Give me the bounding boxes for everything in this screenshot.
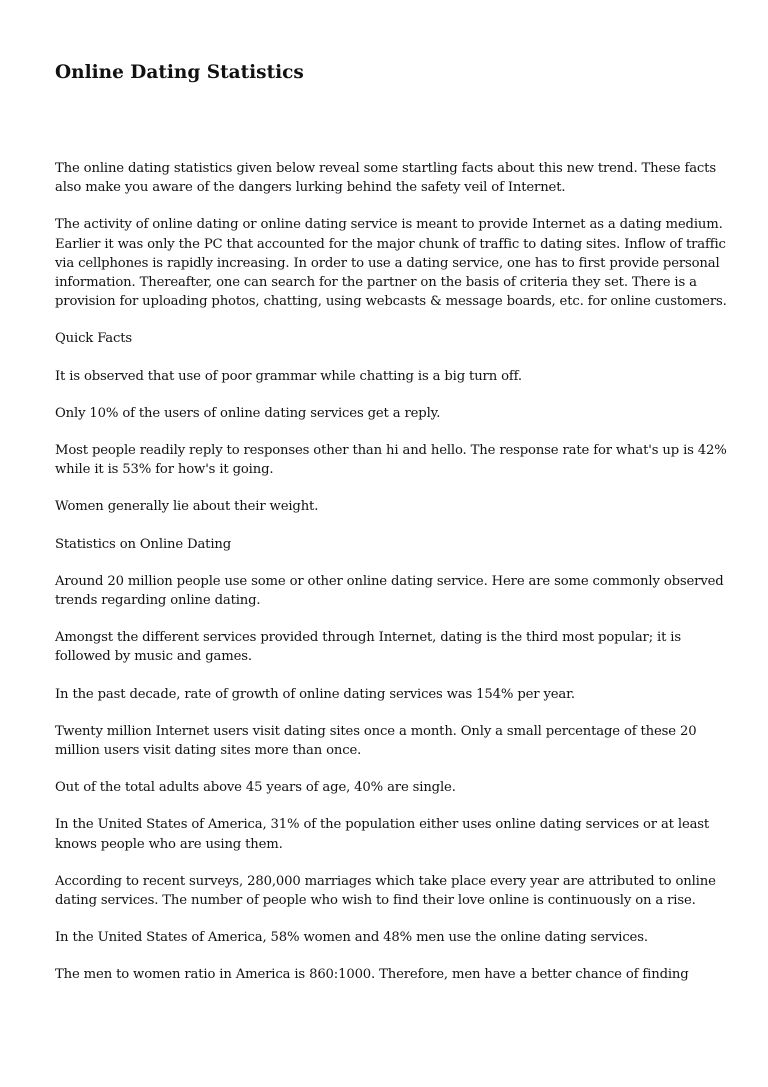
paragraph-monthly-visits: Twenty million Internet users visit dating sites once a month. Only a small percentage of these 20 million users visit dating sites more than once. bbox=[55, 723, 697, 759]
paragraph-popularity: Amongst the different services provided through Internet, dating is the third most popular; it is followed by music and games. bbox=[55, 630, 681, 665]
paragraph-single-adults: Out of the total adults above 45 years of age, 40% are single. bbox=[55, 780, 456, 796]
paragraph-marriages: According to recent surveys, 280,000 marriages which take place every year are attributed to online dating services. The number of people who wish to find their love online is continuously on a rise. bbox=[55, 873, 716, 909]
paragraph-weight: Women generally lie about their weight. bbox=[55, 499, 319, 515]
paragraph-activity: The activity of online dating or online dating service is meant to provide Internet as a dating medium. Earlier it was only the PC that accounted for the major chunk of traffic to dating sites. Inflow of traffic via cellphones is rapidly increasing. In order to use a dating service, one has to first provide personal information. Thereafter, one can search for the partner on the basis of criteria they set. There is a provision for uploading photos, chatting, using webcasts & message boards, etc. for online customers. bbox=[55, 217, 727, 310]
section-heading-statistics: Statistics on Online Dating bbox=[55, 536, 232, 552]
document-body bbox=[55, 159, 727, 1003]
paragraph-grammar: It is observed that use of poor grammar while chatting is a big turn off. bbox=[55, 368, 522, 384]
section-heading-quick-facts: Quick Facts bbox=[55, 331, 133, 347]
paragraph-gender-usage: In the United States of America, 58% women and 48% men use the online dating services. bbox=[55, 930, 648, 946]
document-title: Online Dating Statistics bbox=[55, 62, 304, 83]
paragraph-ratio: The men to women ratio in America is 860:1000. Therefore, men have a better chance of finding bbox=[55, 967, 689, 983]
paragraph-us-population: In the United States of America, 31% of the population either uses online dating services or at least knows people who are using them. bbox=[55, 817, 710, 852]
paragraph-growth: In the past decade, rate of growth of online dating services was 154% per year. bbox=[55, 686, 575, 702]
paragraph-users: Around 20 million people use some or other online dating service. Here are some commonly observed trends regarding online dating. bbox=[55, 573, 724, 609]
paragraph-response-rate: Most people readily reply to responses other than hi and hello. The response rate for what's up is 42% while it is 53% for how's it going. bbox=[55, 443, 727, 478]
paragraph-intro: The online dating statistics given below reveal some startling facts about this new trend. These facts also make you aware of the dangers lurking behind the safety veil of Internet. bbox=[55, 161, 716, 196]
paragraph-reply-rate: Only 10% of the users of online dating services get a reply. bbox=[55, 405, 441, 421]
